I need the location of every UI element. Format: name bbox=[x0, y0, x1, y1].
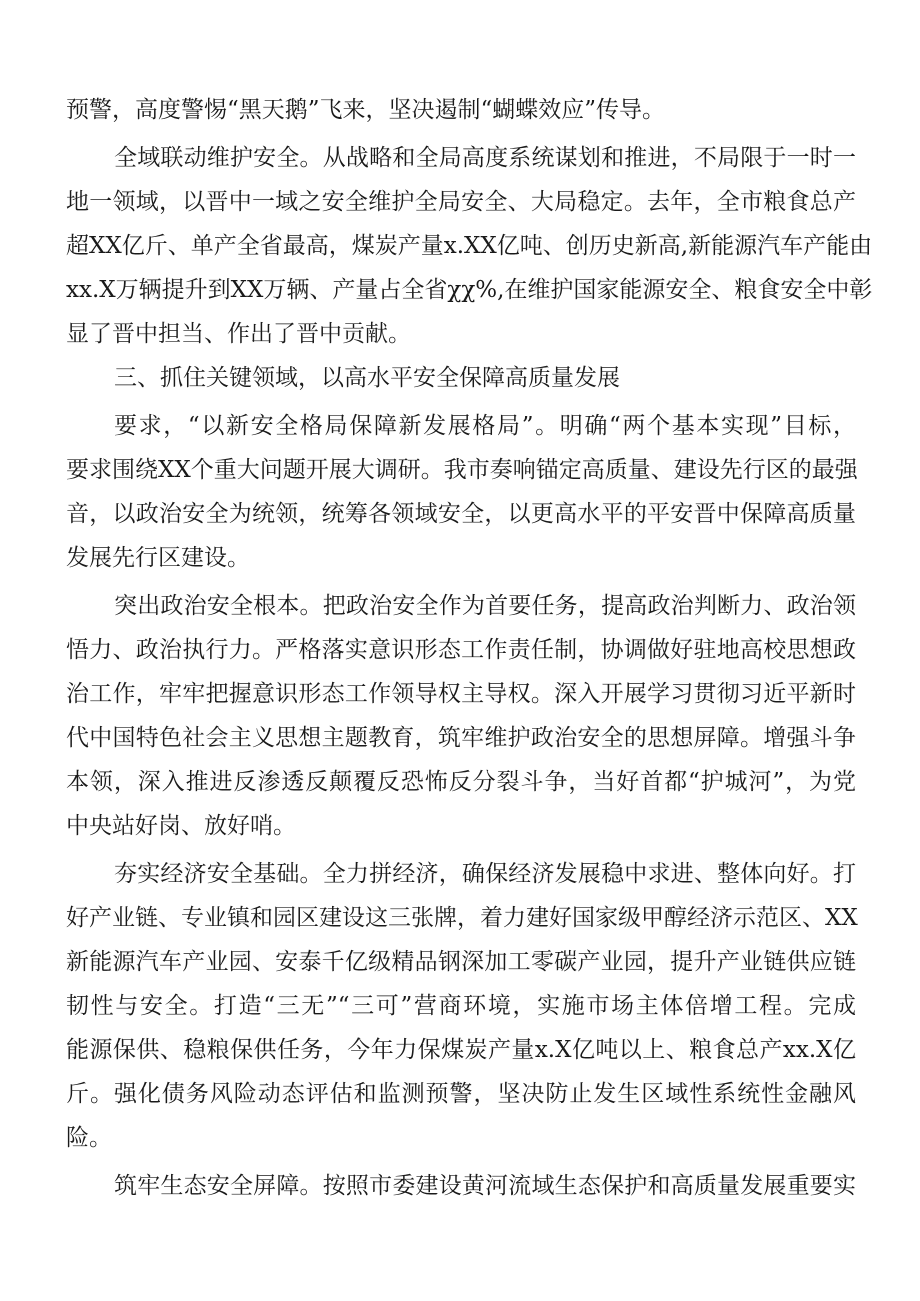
text-line: 悟力、政治执行力。严格落实意识形态工作责任制，协调做好驻地高校思想政 bbox=[66, 637, 856, 663]
text-line: 能源保供、稳粮保供任务，今年力保煤炭产量x.X亿吨以上、粮食总产xx.X亿 bbox=[66, 1037, 856, 1063]
text-line: 音，以政治安全为统领，统筹各领域安全，以更高水平的平安晋中保障高质量 bbox=[66, 501, 856, 527]
text-line: 显了晋中担当、作出了晋中贡献。 bbox=[66, 321, 411, 347]
text-line: 治工作，牢牢把握意识形态工作领导权主导权。深入开展学习贯彻习近平新时 bbox=[66, 681, 856, 707]
paragraph bbox=[66, 852, 856, 1160]
text-line: 要求围绕XX个重大问题开展大调研。我市奏响锚定高质量、建设先行区的最强 bbox=[66, 457, 858, 483]
text-line: xx.X万辆提升到XX万辆、产量占全省χχ%,在维护国家能源安全、粮食安全中彰 bbox=[66, 277, 873, 303]
text-line: 夯实经济安全基础。全力拼经济，确保经济发展稳中求进、整体向好。打 bbox=[114, 861, 856, 887]
text-line: 险。 bbox=[66, 1125, 112, 1151]
text-line: 预警，高度警惕“黑天鹅”飞来，坚决遏制“蝴蝶效应”传导。 bbox=[66, 97, 666, 123]
document-page bbox=[66, 88, 873, 1208]
text-line: 代中国特色社会主义思想主题教育，筑牢维护政治安全的思想屏障。增强斗争 bbox=[66, 725, 856, 751]
text-line: 本领，深入推进反渗透反颠覆反恐怖反分裂斗争，当好首都“护城河”，为党 bbox=[66, 769, 856, 795]
text-line: 发展先行区建设。 bbox=[66, 545, 250, 571]
paragraph bbox=[66, 88, 856, 132]
text-line: 要求，“以新安全格局保障新发展格局”。明确“两个基本实现”目标， bbox=[114, 413, 856, 439]
text-line: 突出政治安全根本。把政治安全作为首要任务，提高政治判断力、政治领 bbox=[114, 593, 856, 619]
paragraph bbox=[66, 584, 856, 848]
section-heading bbox=[66, 356, 856, 400]
paragraph bbox=[66, 136, 873, 356]
text-line: 超XX亿斤、单产全省最高，煤炭产量x.XX亿吨、创历史新高,新能源汽车产能由 bbox=[66, 233, 873, 259]
text-line: 全域联动维护安全。从战略和全局高度系统谋划和推进，不局限于一时一 bbox=[114, 145, 856, 171]
text-line: 地一领域，以晋中一域之安全维护全局安全、大局稳定。去年，全市粮食总产 bbox=[66, 189, 856, 215]
text-line: 三、抓住关键领域，以高水平安全保障高质量发展 bbox=[114, 365, 620, 391]
text-line: 斤。强化债务风险动态评估和监测预警，坚决防止发生区域性系统性金融风 bbox=[66, 1081, 856, 1107]
text-line: 新能源汽车产业园、安泰千亿级精品钢深加工零碳产业园，提升产业链供应链 bbox=[66, 949, 856, 975]
text-line: 韧性与安全。打造“三无”“三可”营商环境，实施市场主体倍增工程。完成 bbox=[66, 993, 856, 1019]
text-line: 好产业链、专业镇和园区建设这三张牌，着力建好国家级甲醇经济示范区、XX bbox=[66, 905, 858, 931]
paragraph bbox=[66, 1164, 856, 1208]
paragraph bbox=[66, 404, 856, 580]
text-line: 筑牢生态安全屏障。按照市委建设黄河流域生态保护和高质量发展重要实 bbox=[114, 1173, 856, 1199]
text-line: 中央站好岗、放好哨。 bbox=[66, 813, 296, 839]
